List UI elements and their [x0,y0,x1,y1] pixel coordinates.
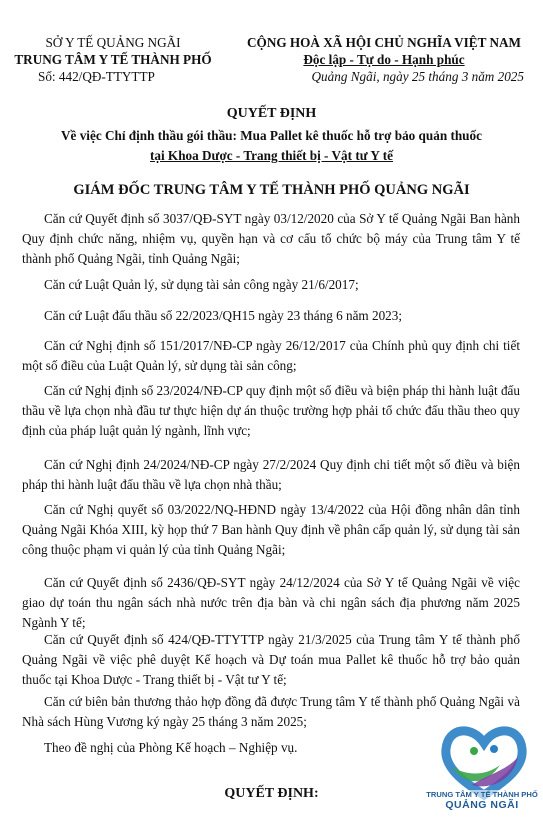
document-title: QUYẾT ĐỊNH [226,106,317,121]
document-subject [0,126,543,166]
subject-line-2-text: tại Khoa Dược - Trang thiết bị - Vật tư Y tế [149,148,394,163]
national-motto [238,51,530,68]
legal-basis-paragraph: Căn cứ Quyết định số 3037/QĐ-SYT ngày 03/12/2020 của Sở Y tế Quảng Ngãi Ban hành Quy định chức năng, nhiệm vụ, quyền hạn và cơ cấu tổ chức bộ máy của Trung tâm Y tế thành phố Quảng Ngãi, tỉnh Quảng Ngãi; [22,211,520,266]
legal-basis-paragraph: Căn cứ Quyết định số 2436/QĐ-SYT ngày 24/12/2024 của Sở Y tế Quảng Ngãi về việc giao dự toán thu ngân sách nhà nước trên địa bàn và chi ngân sách địa phương năm 2025 Ngành Y tế; [22,575,520,630]
subject-line-1: Về việc Chỉ định thầu gói thầu: Mua Pallet kê thuốc hỗ trợ bảo quản thuốc [61,128,482,143]
motto-text: Độc lập - Tự do - Hạnh phúc [303,52,465,67]
legal-basis-paragraph: Căn cứ biên bản thương thảo hợp đồng đã được Trung tâm Y tế thành phố Quảng Ngãi và Nhà sách Hùng Vương ký ngày 25 tháng 3 năm 2025; [22,694,520,729]
issuing-authority: GIÁM ĐỐC TRUNG TÂM Y TẾ THÀNH PHỐ QUẢNG NGÃI [73,182,470,198]
legal-basis-paragraph: Căn cứ Nghị định số 23/2024/NĐ-CP quy định một số điều và biện pháp thi hành luật đấu thầu về lựa chọn nhà đầu tư thực hiện dự án thuộc trường hợp phải tổ chức đấu thầu theo quy định của pháp luật quản lý ngành, lĩnh vực; [22,383,520,438]
legal-basis-paragraph: Căn cứ Nghị quyết số 03/2022/NQ-HĐND ngày 13/4/2022 của Hội đồng nhân dân tỉnh Quảng Ngãi Khóa XIII, kỳ họp thứ 7 Ban hành Quy định về phân cấp quản lý, sử dụng tài sản công thuộc phạm vi quản lý của tỉnh Quảng Ngãi; [22,502,520,557]
document-number: Số: 442/QĐ-TTYTTP [38,69,155,84]
proposal-paragraph: Theo đề nghị của Phòng Kế hoạch – Nghiệp vụ. [44,740,298,755]
logo-caption-line-1: TRUNG TÂM Y TẾ THÀNH PHỐ [426,790,538,799]
legal-basis-paragraph: Căn cứ Luật đấu thầu số 22/2023/QH15 ngày 23 tháng 6 năm 2023; [44,308,403,323]
center-name: TRUNG TÂM Y TẾ THÀNH PHỐ [14,52,212,67]
legal-basis-paragraph: Căn cứ Quyết định số 424/QĐ-TTYTTP ngày 21/3/2025 của Trung tâm Y tế thành phố Quảng Ngãi về việc phê duyệt Kế hoạch và Dự toán mua Pallet kê thuốc hỗ trợ bảo quản thuốc tại Khoa Dược - Trang thiết bị - Vật tư Y tế; [22,632,520,687]
issue-date: Quảng Ngãi, ngày 25 tháng 3 năm 2025 [311,69,524,84]
legal-basis-paragraph: Căn cứ Luật Quản lý, sử dụng tài sản công ngày 21/6/2017; [44,277,359,292]
ministry-name: SỞ Y TẾ QUẢNG NGÃI [45,35,181,50]
decision-heading: QUYẾT ĐỊNH: [224,786,319,801]
legal-basis-paragraph: Căn cứ Nghị định 24/2024/NĐ-CP ngày 27/2/2024 Quy định chi tiết một số điều và biện pháp thi hành luật đấu thầu về lựa chọn nhà thầu; [22,457,520,492]
legal-basis-paragraph: Căn cứ Nghị định số 151/2017/NĐ-CP ngày 26/12/2017 của Chính phủ quy định chi tiết một số điều của Luật Quản lý, sử dụng tài sản công; [22,338,520,373]
country-name: CỘNG HOÀ XÃ HỘI CHỦ NGHĨA VIỆT NAM [247,35,521,50]
logo-caption-line-2: QUẢNG NGÃI [445,799,519,811]
subject-line-2 [0,146,543,166]
issuer-block [12,34,214,85]
national-header [238,34,530,85]
logo-caption [420,790,543,810]
